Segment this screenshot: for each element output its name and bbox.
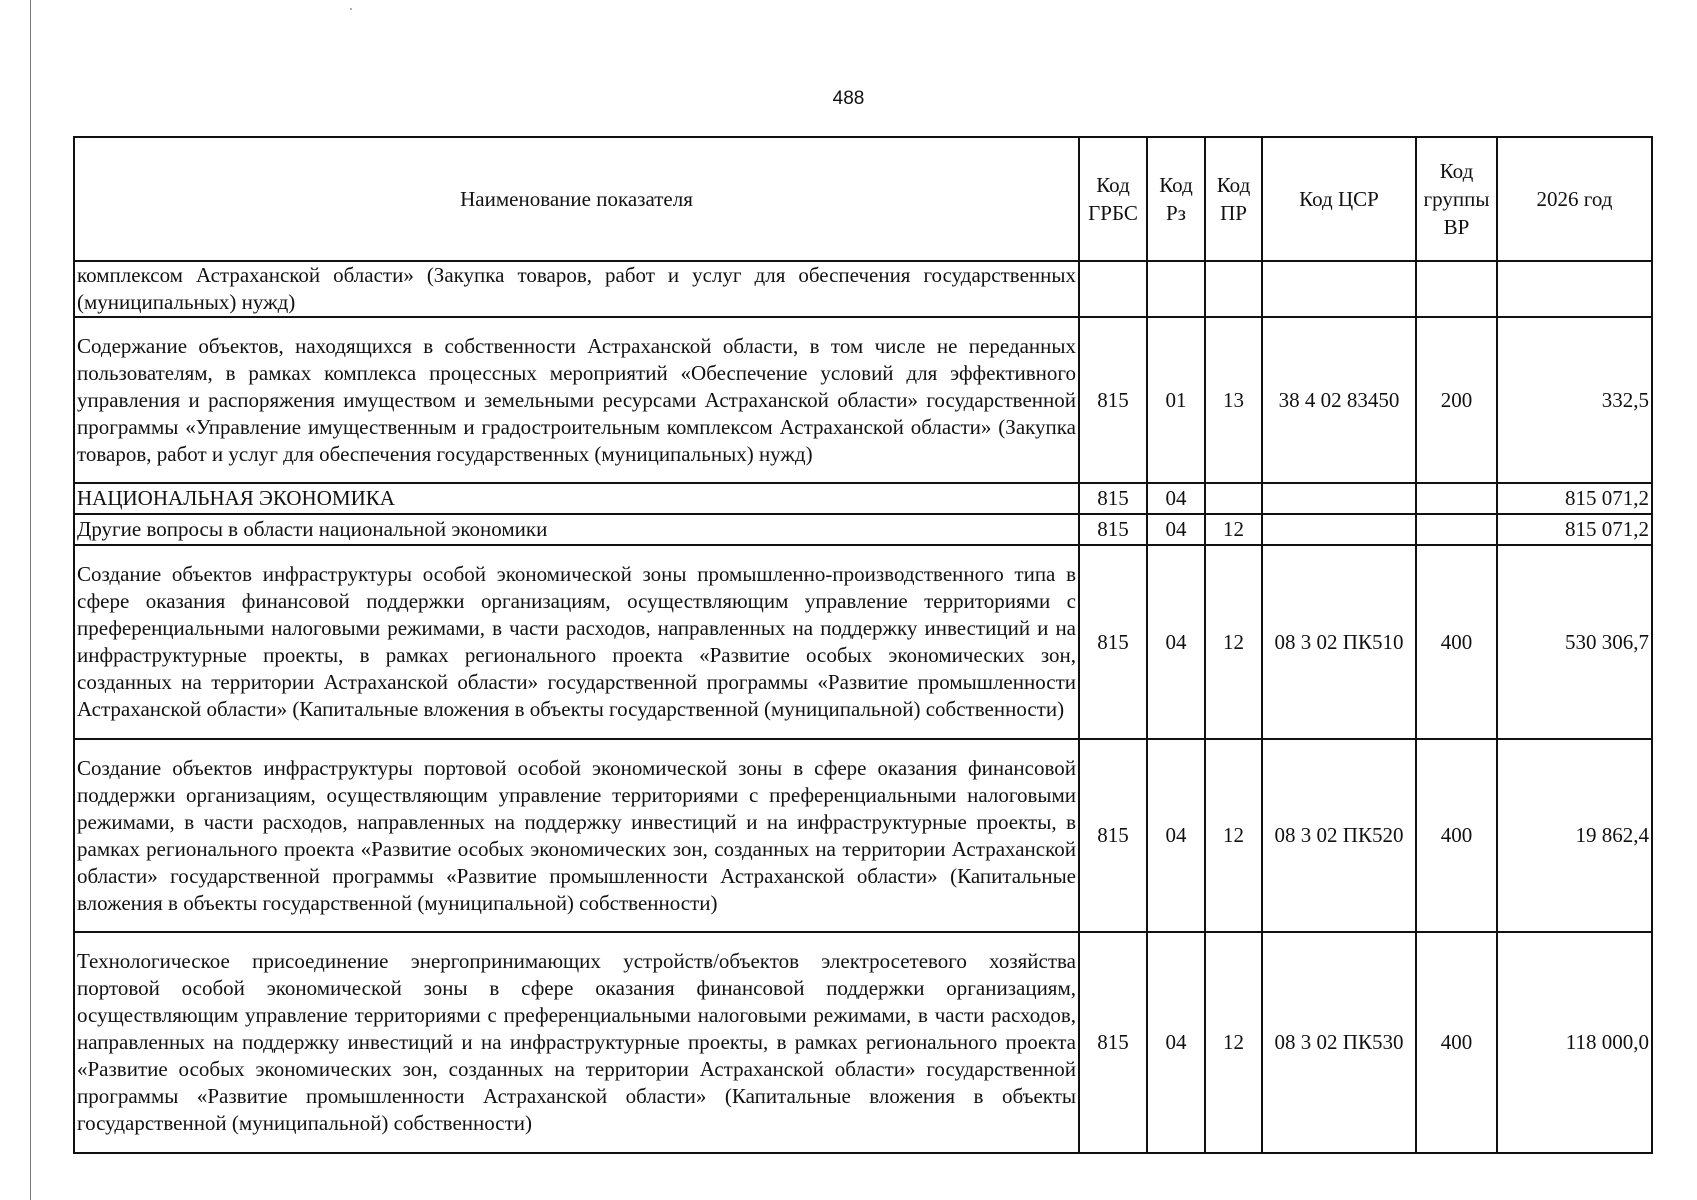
page-number: 488: [832, 88, 865, 109]
row-sum: 815 071,2: [1497, 483, 1652, 514]
row-grbs: [1079, 261, 1147, 317]
row-rz: 04: [1147, 483, 1205, 514]
row-sum: 19 862,4: [1497, 739, 1652, 932]
row-sum: 332,5: [1497, 317, 1652, 483]
header-year: 2026 год: [1497, 137, 1652, 261]
row-rz: 04: [1147, 545, 1205, 739]
row-pr: 13: [1205, 317, 1262, 483]
row-vr: 400: [1416, 739, 1497, 932]
row-grbs: 815: [1079, 483, 1147, 514]
row-sum: 815 071,2: [1497, 514, 1652, 545]
row-grbs: 815: [1079, 739, 1147, 932]
row-rz: 04: [1147, 514, 1205, 545]
row-pr: [1205, 483, 1262, 514]
row-csr: 38 4 02 83450: [1262, 317, 1416, 483]
row-sum: [1497, 261, 1652, 317]
page-margin-line: [30, 0, 31, 1200]
table-row: [74, 514, 1652, 545]
row-name: Создание объектов инфраструктуры портовой особой экономической зоны в сфере оказания финансовой поддержки организациям, осуществляющим управление территориями с преференциальными налоговыми режимами, в части расходов, направленных на поддержку инвестиций и на инфраструктурные проекты, в рамках регионального проекта «Развитие особых экономических зон, созданных на территории Астраханской области» государственной программы «Развитие промышленности Астраханской области» (Капитальные вложения в объекты государственной (муниципальной) собственности): [74, 739, 1079, 932]
row-rz: 04: [1147, 932, 1205, 1153]
header-csr: Код ЦСР: [1262, 137, 1416, 261]
table-row: [74, 739, 1652, 932]
row-sum: 530 306,7: [1497, 545, 1652, 739]
row-rz: [1147, 261, 1205, 317]
row-grbs: 815: [1079, 317, 1147, 483]
row-rz: 01: [1147, 317, 1205, 483]
row-sum: 118 000,0: [1497, 932, 1652, 1153]
row-csr: 08 3 02 ПК520: [1262, 739, 1416, 932]
row-name: комплексом Астраханской области» (Закупка товаров, работ и услуг для обеспечения государственных (муниципальных) нужд): [74, 261, 1079, 317]
row-vr: 200: [1416, 317, 1497, 483]
budget-table: [73, 136, 1653, 1154]
row-csr: [1262, 261, 1416, 317]
row-csr: 08 3 02 ПК510: [1262, 545, 1416, 739]
table-row: [74, 545, 1652, 739]
header-vr: Код группы ВР: [1416, 137, 1497, 261]
row-csr: 08 3 02 ПК530: [1262, 932, 1416, 1153]
header-grbs: Код ГРБС: [1079, 137, 1147, 261]
row-pr: 12: [1205, 545, 1262, 739]
table-row: [74, 261, 1652, 317]
row-pr: 12: [1205, 739, 1262, 932]
row-name: НАЦИОНАЛЬНАЯ ЭКОНОМИКА: [74, 483, 1079, 514]
row-grbs: 815: [1079, 514, 1147, 545]
row-vr: 400: [1416, 545, 1497, 739]
row-name: Другие вопросы в области национальной экономики: [74, 514, 1079, 545]
table-row: [74, 483, 1652, 514]
row-vr: 400: [1416, 932, 1497, 1153]
row-csr: [1262, 514, 1416, 545]
row-pr: [1205, 261, 1262, 317]
scan-speck: [350, 8, 352, 10]
row-csr: [1262, 483, 1416, 514]
row-pr: 12: [1205, 932, 1262, 1153]
table-header-row: [74, 137, 1652, 261]
row-name: Технологическое присоединение энергопринимающих устройств/объектов электросетевого хозяйства портовой особой экономической зоны в сфере оказания финансовой поддержки организациям, осуществляющим управление территориями с преференциальными налоговыми режимами, в части расходов, направленных на поддержку инвестиций и на инфраструктурные проекты, в рамках регионального проекта «Развитие особых экономических зон, созданных на территории Астраханской области» государственной программы «Развитие промышленности Астраханской области» (Капитальные вложения в объекты государственной (муниципальной) собственности): [74, 932, 1079, 1153]
row-name: Содержание объектов, находящихся в собственности Астраханской области, в том числе не переданных пользователям, в рамках комплекса процессных мероприятий «Обеспечение условий для эффективного управления и распоряжения имуществом и земельными ресурсами Астраханской области» государственной программы «Управление имущественным и градостроительным комплексом Астраханской области» (Закупка товаров, работ и услуг для обеспечения государственных (муниципальных) нужд): [74, 317, 1079, 483]
header-name: Наименование показателя: [74, 137, 1079, 261]
row-vr: [1416, 514, 1497, 545]
row-grbs: 815: [1079, 545, 1147, 739]
row-vr: [1416, 483, 1497, 514]
row-name: Создание объектов инфраструктуры особой экономической зоны промышленно-производственного типа в сфере оказания финансовой поддержки организациям, осуществляющим управление территориями с преференциальными налоговыми режимами, в части расходов, направленных на поддержку инвестиций и на инфраструктурные проекты, в рамках регионального проекта «Развитие особых экономических зон, созданных на территории Астраханской области» государственной программы «Развитие промышленности Астраханской области» (Капитальные вложения в объекты государственной (муниципальной) собственности): [74, 545, 1079, 739]
header-rz: Код Рз: [1147, 137, 1205, 261]
row-vr: [1416, 261, 1497, 317]
row-rz: 04: [1147, 739, 1205, 932]
row-grbs: 815: [1079, 932, 1147, 1153]
header-pr: Код ПР: [1205, 137, 1262, 261]
table-row: [74, 317, 1652, 483]
table-row: [74, 932, 1652, 1153]
row-pr: 12: [1205, 514, 1262, 545]
